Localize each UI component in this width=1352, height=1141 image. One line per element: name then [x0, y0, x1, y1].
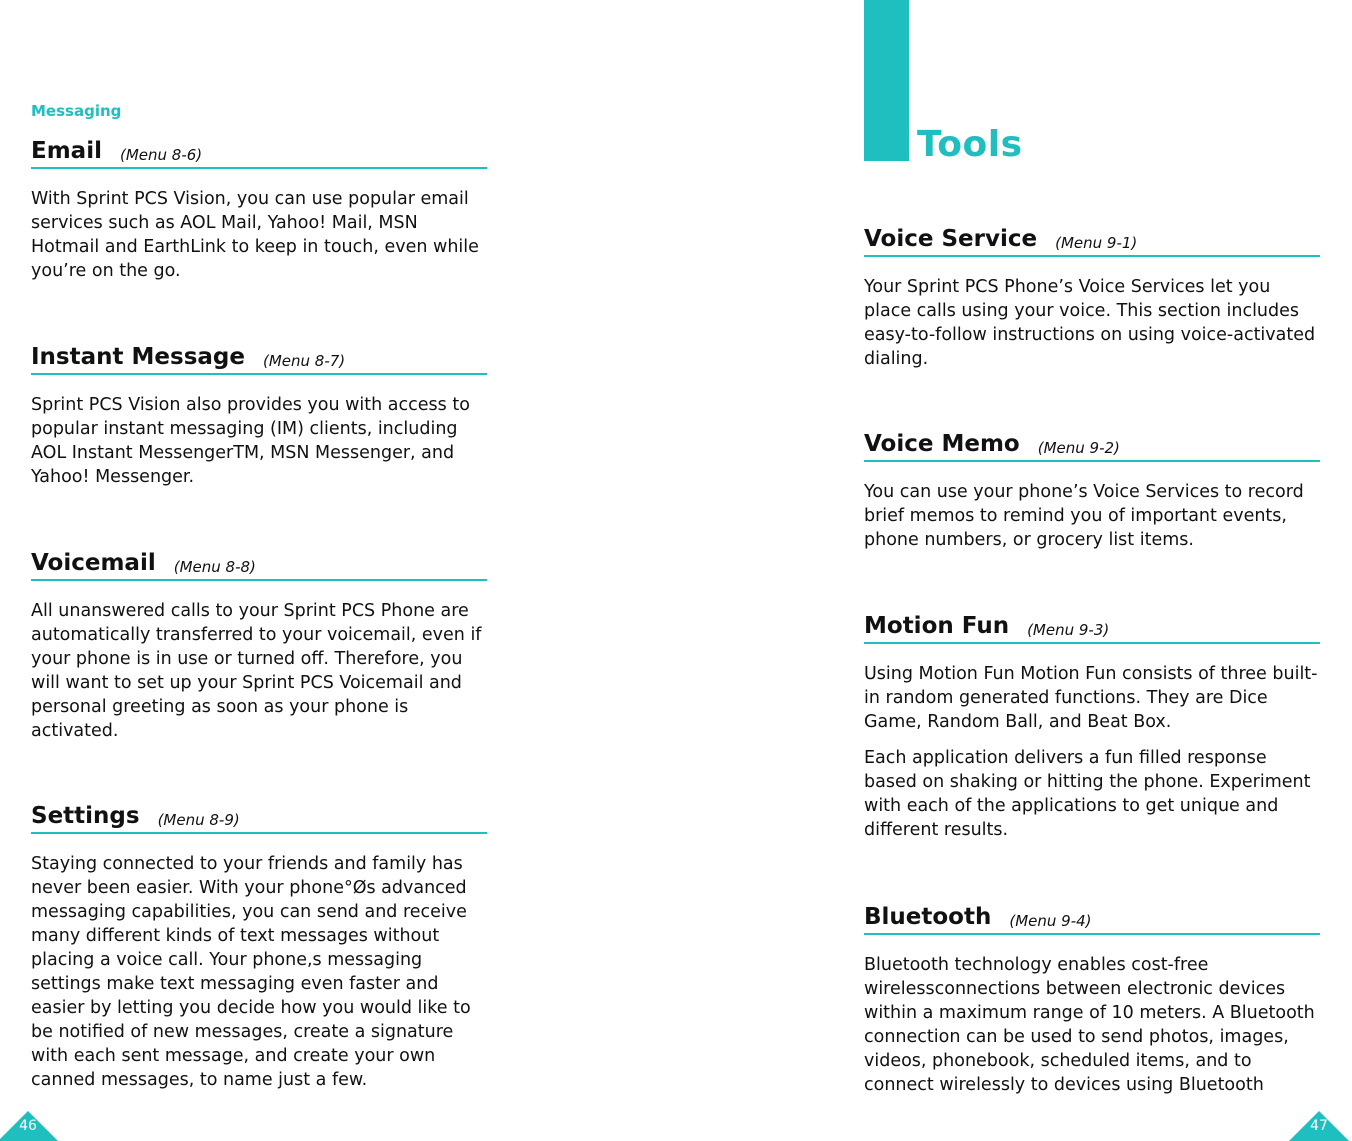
chapter-title: Tools [917, 124, 1023, 165]
menu-reference: (Menu 8-9) [157, 811, 240, 829]
section-body [864, 662, 1320, 842]
section-voicemail [31, 545, 487, 755]
section-instant-message [31, 339, 487, 501]
paragraph: Each application delivers a fun filled response based on shaking or hitting the phone. Experiment with each of the applications to get unique and different results. [864, 748, 1311, 840]
section-title: Voice Service [864, 226, 1038, 252]
section-title: Instant Message [31, 344, 245, 370]
paragraph: Your Sprint PCS Phone’s Voice Services let you place calls using your voice. This section includes easy-to-follow instructions on using voice-activated dialing. [864, 277, 1316, 369]
section-heading [864, 221, 1320, 257]
menu-reference: (Menu 8-8) [173, 558, 256, 576]
section-title: Voicemail [31, 550, 156, 576]
section-title: Voice Memo [864, 431, 1020, 457]
menu-reference: (Menu 8-6) [119, 146, 203, 164]
section-body [864, 275, 1320, 371]
section-email [31, 133, 487, 295]
section-body [31, 852, 487, 1092]
paragraph: All unanswered calls to your Sprint PCS Phone are automatically transferred to your voicemail, even if your phone is in use or turned off. Therefore, you will want to set up your Sprint PCS Voicemail and personal greeting as soon as your phone is activated. [31, 601, 482, 741]
section-body [864, 953, 1320, 1097]
section-heading [31, 798, 487, 834]
paragraph: You can use your phone’s Voice Services to record brief memos to remind you of important events, phone numbers, or grocery list items. [864, 482, 1304, 550]
section-bluetooth [864, 899, 1320, 1109]
page-number: 47 [1310, 1118, 1328, 1134]
section-title: Email [31, 138, 102, 164]
menu-reference: (Menu 9-3) [1027, 621, 1110, 639]
paragraph: Bluetooth technology enables cost-free wirelessconnections between electronic devices within a maximum range of 10 meters. A Bluetooth connection can be used to send photos, images, videos, phonebook, scheduled items, and to connect wirelessly to devices using Bluetooth [864, 955, 1315, 1095]
paragraph: With Sprint PCS Vision, you can use popular email services such as AOL Mail, Yahoo! Mail, MSN Hotmail and EarthLink to keep in touch, even while you’re on the go. [31, 189, 479, 281]
menu-reference: (Menu 8-7) [262, 352, 346, 370]
page-number-tab [1289, 1111, 1349, 1141]
section-voice-service [864, 221, 1320, 383]
paragraph: Using Motion Fun Motion Fun consists of three built-in random generated functions. They are Dice Game, Random Ball, and Beat Box. [864, 664, 1318, 732]
section-motion-fun [864, 608, 1320, 854]
menu-reference: (Menu 9-4) [1009, 912, 1092, 930]
section-title: Motion Fun [864, 613, 1010, 639]
section-body [31, 393, 487, 489]
section-body [864, 480, 1320, 552]
section-settings [31, 798, 487, 1104]
section-heading [864, 608, 1320, 644]
right-page [676, 0, 1352, 1141]
section-title: Settings [31, 803, 140, 829]
section-heading [31, 545, 487, 581]
page-number-tab [0, 1111, 58, 1141]
section-title: Bluetooth [864, 904, 992, 930]
paragraph: Sprint PCS Vision also provides you with access to popular instant messaging (IM) clients, including AOL Instant MessengerTM, MSN Messenger, and Yahoo! Messenger. [31, 395, 470, 487]
section-heading [864, 426, 1320, 462]
section-body [31, 599, 487, 743]
paragraph: Staying connected to your friends and family has never been easier. With your phone°Øs advanced messaging capabilities, you can send and receive many different kinds of text messages without placing a voice call. Your phone,s messaging settings make text messaging even faster and easier by letting you decide how you would like to be notified of new messages, create a signature with each sent message, and create your own canned messages, to name just a few. [31, 854, 471, 1090]
page-number: 46 [19, 1118, 37, 1134]
running-head: Messaging [31, 102, 122, 120]
menu-reference: (Menu 9-1) [1055, 234, 1138, 252]
section-heading [864, 899, 1320, 935]
section-body [31, 187, 487, 283]
section-heading [31, 133, 487, 169]
section-voice-memo [864, 426, 1320, 564]
section-heading [31, 339, 487, 375]
menu-reference: (Menu 9-2) [1037, 439, 1120, 457]
chapter-bar [864, 0, 909, 161]
